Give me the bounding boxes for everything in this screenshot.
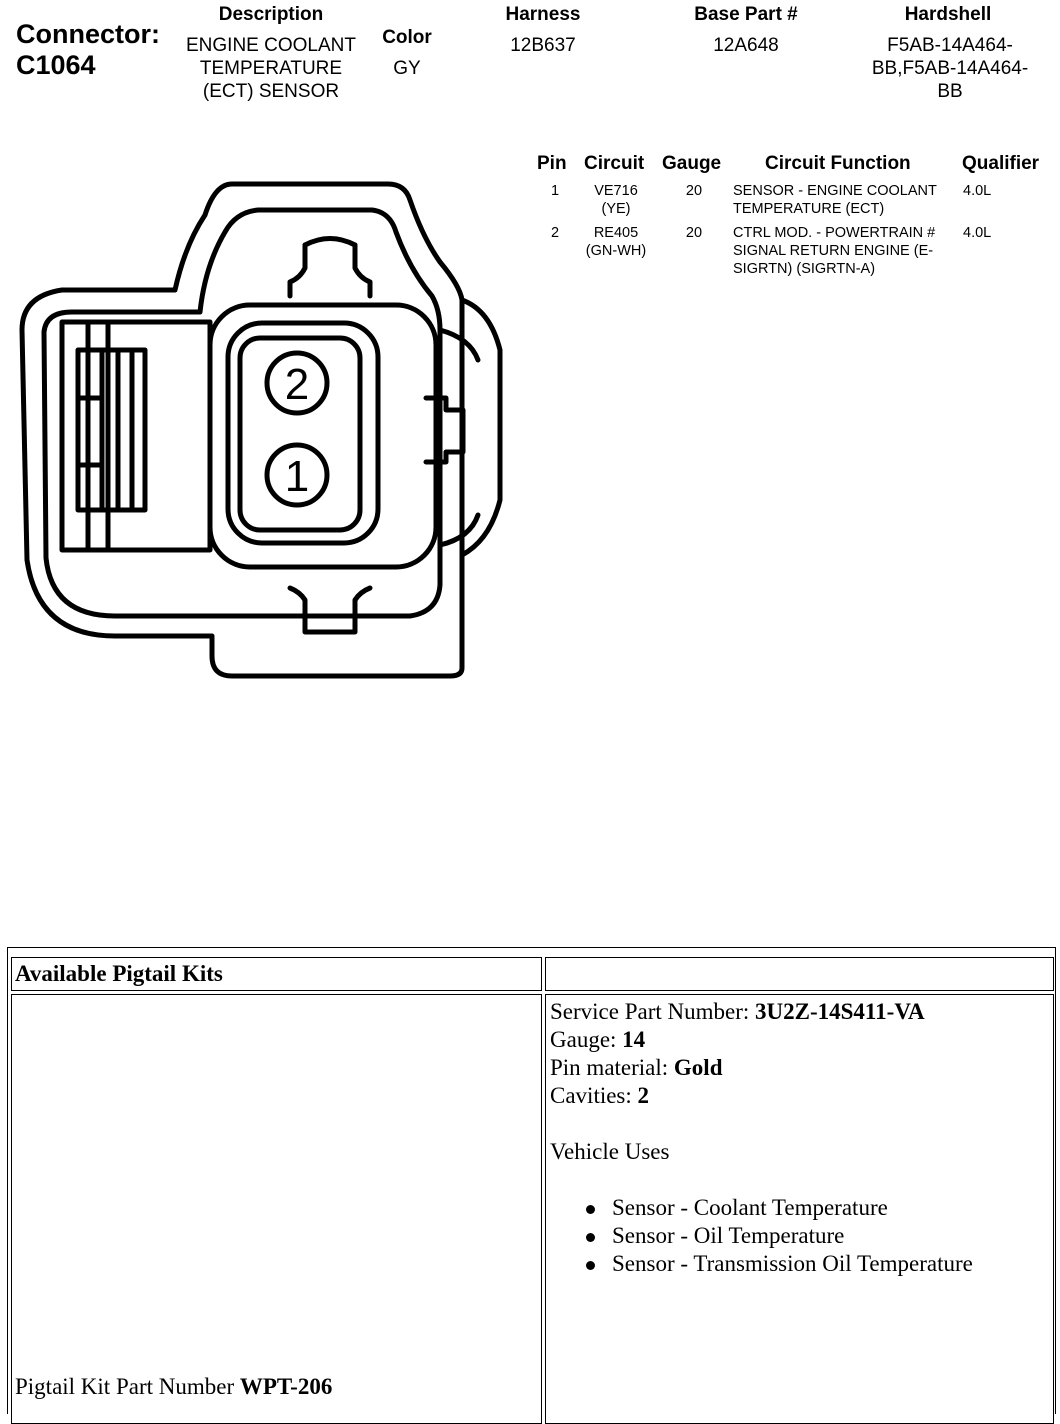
function-line: SIGRTN) (SIGRTN-A) [733,261,876,277]
circuit-function [733,224,961,278]
circuit-line: (GN-WH) [585,243,647,259]
qualifier-value: 4.0L [963,225,992,241]
list-item [550,1194,1050,1222]
function-line: SENSOR - ENGINE COOLANT [733,183,937,199]
kit-part-value: WPT-206 [239,1374,333,1399]
circuit-line: VE716 [594,183,638,199]
lock-tab-frame [62,322,210,550]
gauge-value: 20 [685,225,703,241]
circuit-line: (YE) [601,201,631,217]
hardshell-value [855,34,1045,103]
description-value [170,34,372,103]
description-line: TEMPERATURE [199,58,343,79]
circuit-column-header: Circuit [584,153,645,174]
pin-material-label: Pin material: [550,1055,674,1080]
bottom-key [290,588,370,632]
pin-number: 2 [550,225,560,241]
pigtail-details [550,998,1050,1278]
service-part-value: 3U2Z-14S411-VA [755,999,925,1024]
right-rib-lower [440,515,478,545]
circuit-code [571,224,661,260]
function-line: CTRL MOD. - POWERTRAIN # [733,225,936,241]
connector-id: C1064 [16,50,96,80]
bullet-icon [586,1233,595,1242]
connector-heading [16,19,160,81]
circuit-function [733,182,961,218]
kit-part-label: Pigtail Kit Part Number [15,1374,240,1399]
function-column-header: Circuit Function [765,153,911,174]
pigtail-heading-cell [11,957,542,991]
service-part-label: Service Part Number: [550,999,756,1024]
pin-material-value: Gold [673,1055,723,1080]
vehicle-use-text: Sensor - Oil Temperature [612,1223,845,1248]
cavities-line [550,1082,1050,1110]
gauge-label: Gauge: [550,1027,623,1052]
hardshell-line: F5AB-14A464- [887,35,1013,56]
latch [426,398,463,462]
vehicle-uses-label: Vehicle Uses [550,1139,670,1164]
description-line: ENGINE COOLANT [186,35,356,56]
cavities-value: 2 [637,1083,650,1108]
harness-header: Harness [505,4,581,25]
color-header: Color [382,27,432,48]
description-line: (ECT) SENSOR [202,81,340,102]
service-part-line [550,998,1050,1026]
list-item [550,1250,1050,1278]
right-rib-upper [440,330,478,360]
connector-label: Connector: [16,19,160,49]
function-line: TEMPERATURE (ECT) [733,201,885,217]
pin-1-label: 1 [284,452,310,501]
gauge-value: 14 [622,1027,646,1052]
pin-material-line [550,1054,1050,1082]
pin-column-header: Pin [537,153,567,174]
qualifier-value: 4.0L [963,183,992,199]
circuit-line: RE405 [593,225,639,241]
hardshell-line: BB,F5AB-14A464- [871,58,1029,79]
base-part-value: 12A648 [713,35,779,56]
vehicle-use-text: Sensor - Coolant Temperature [612,1195,888,1220]
gauge-line [550,1026,1050,1054]
function-line: SIGNAL RETURN ENGINE (E- [733,243,934,259]
base-part-header: Base Part # [694,4,798,25]
cavities-label: Cavities: [550,1083,638,1108]
bullet-icon [586,1205,595,1214]
bullet-icon [586,1261,595,1270]
top-key [290,245,370,296]
circuit-code [571,182,661,218]
hardshell-header: Hardshell [904,4,992,25]
pigtail-heading-empty-cell [545,957,1054,991]
pigtail-heading: Available Pigtail Kits [15,961,223,986]
right-rib [462,300,500,555]
gauge-value: 20 [685,183,703,199]
gauge-column-header: Gauge [662,153,722,174]
hardshell-line: BB [937,81,963,102]
description-header: Description [218,4,324,25]
pigtail-kit-part [15,1373,332,1401]
list-item [550,1222,1050,1250]
vehicle-use-text: Sensor - Transmission Oil Temperature [612,1251,973,1276]
color-value: GY [393,58,421,79]
qualifier-column-header: Qualifier [962,153,1040,174]
pigtail-details-cell [545,994,1054,1424]
pigtail-image-cell [11,994,542,1424]
connector-face-diagram [0,170,520,690]
pin-2-label: 2 [284,360,310,409]
pin-number: 1 [550,183,560,199]
harness-value: 12B637 [510,35,576,56]
vehicle-uses-list [550,1194,1050,1278]
